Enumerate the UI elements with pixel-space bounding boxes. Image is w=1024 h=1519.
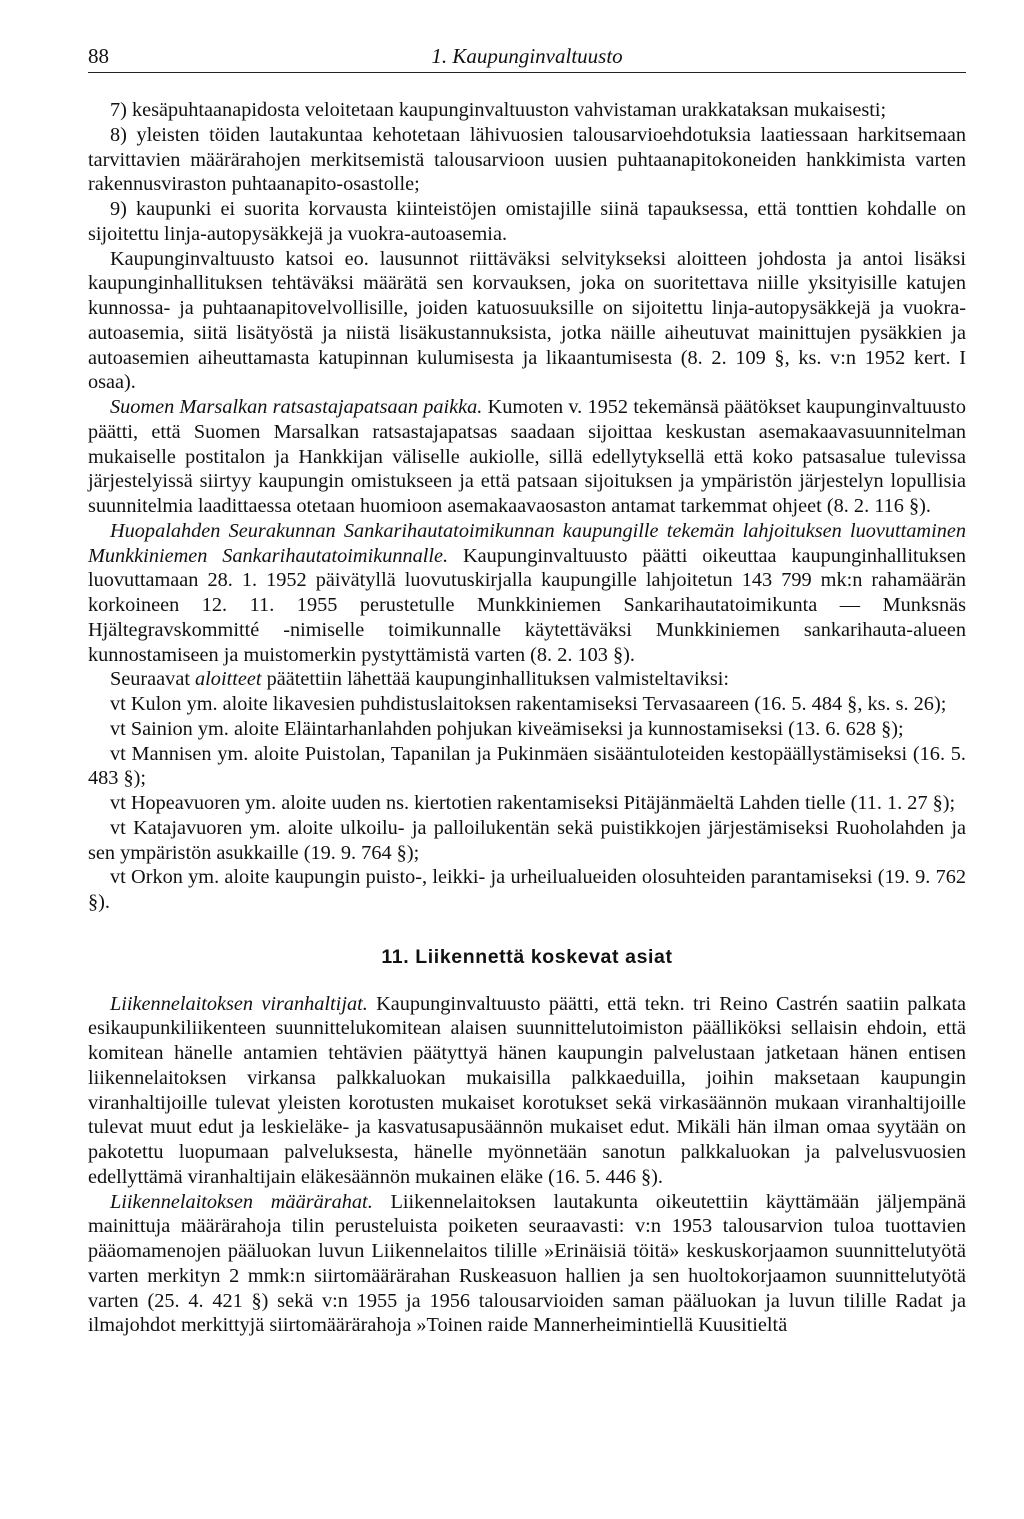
- aloite-item: vt Katajavuoren ym. aloite ulkoilu- ja palloilukentän sekä puistikkojen järjestämiseksi Ruoholahden ja sen ympäristön asukkaille (19. 9. 764 §);: [88, 816, 966, 864]
- aloite-item: vt Hopeavuoren ym. aloite uuden ns. kiertotien rakentamiseksi Pitäjänmäeltä Lahden tielle (11. 1. 27 §);: [110, 792, 956, 814]
- aloite-item: vt Kulon ym. aloite likavesien puhdistuslaitoksen rakentamiseksi Tervasaareen (16. 5. 484 §, ks. s. 26);: [110, 693, 947, 715]
- maararahat-text: Liikennelaitoksen lautakunta oikeutettiin käyttämään jäljempänä mainittuja määrärahoja tilin perusteluista poiketen seuraavasti: v:n 1953 talousarvion tuloa tuottavien pääomamenojen pääluokan luvun Liikennelaitos tilille »Erinäisiä töitä» keskuskorjaamon suunnittelutyötä varten merkityn 2 mmk:n siirtomäärärahan Ruskeasuon hallien ja sen huoltokorjaamon suunnittelutyötä varten (25. 4. 421 §) sekä v:n 1955 ja 1956 talousarvioiden saman pääluokan ja luvun tilille Radat ja ilmajohdot merkittyjä siirtomäärärahoja »Toinen raide Mannerheimintiellä Kuusitieltä: [88, 1190, 966, 1337]
- huopalahti-paragraph: [88, 519, 966, 668]
- viranhaltijat-text: Kaupunginvaltuusto päätti, että tekn. tri Reino Castrén saatiin palkata esikaupunkiliikenteen suunnittelukomitean alaisen suunnittelutoimiston päälliköksi sellaisin ehdoin, että komitean hänelle antamien tehtävien päätyttyä hänen kaupungin palvelustaan jatketaan hänen entisen liikennelaitoksen virkansa palkkaluokan mukaisilla palkkaeduilla, joihin maksetaan kaupungin viranhaltijoille tulevat yleisten korotusten mukaiset korotukset sekä virkasäännön mukaan viranhaltijoille tulevat muut edut ja leskieläke- ja kasvatusapusäännön mukaiset edut. Mikäli hän ilman omaa syytään on pakotettu luopumaan palveluksesta, hänelle myönnetään sanotun palkkaluokan ja palvelusvuosien edellyttämä viranhaltijain eläkesäännön mukainen eläke (16. 5. 446 §).: [88, 992, 966, 1188]
- marsalkka-text: Kumoten v. 1952 tekemänsä päätökset kaupunginvaltuusto päätti, että Suomen Marsalkan ratsastajapatsas saadaan sijoittaa keskustan asemakaavasuunnitelman mukaiselle postitalon ja Hankkijan väliselle aukiolle, sillä edellytyksellä että koko patsasalue tulevissa järjestelyissä siirtyy kaupungin omistukseen ja että patsaan sijoituksen ja ympäristön järjestelyn lopullisia suunnitelmia laadittaessa otetaan huomioon asemakaavaosaston antamat tarkemmat ohjeet (8. 2. 116 §).: [88, 396, 966, 517]
- section-heading: 11. Liikennettä koskevat asiat: [381, 945, 673, 968]
- viranhaltijat-paragraph: [88, 992, 966, 1190]
- item-7: 7) kesäpuhtaanapidosta veloitetaan kaupunginvaltuuston vahvistaman urakkataksan mukaisesti;: [110, 99, 887, 121]
- huopalahti-title: Huopalahden Seurakunnan Sankarihautatoimikunnan kaupungille tekemän lahjoituksen luovuttaminen Munkkiniemen Sankarihautatoimikunnalle.: [88, 519, 966, 567]
- aloite-item: vt Sainion ym. aloite Eläintarhanlahden pohjukan kiveämiseksi ja kunnostamiseksi (13. 6. 628 §);: [110, 717, 904, 740]
- running-title: 1. Kaupunginvaltuusto: [431, 44, 623, 68]
- huopalahti-text: Kaupunginvaltuusto päätti oikeuttaa kaupunginhallituksen luovuttamaan 28. 1. 1952 päivätyllä luovutuskirjalla kaupungille lahjoitetun 143 799 mk:n rahamäärän korkoineen 12. 11. 1955 perustetulle Munkkiniemen Sankarihautatoimikunta — Munksnäs Hjältegravskommitté -nimiselle toimikunnalle käytettäväksi Munkkiniemen sankarihauta-alueen kunnostamiseen ja muistomerkin pystyttämistä varten (8. 2. 103 §).: [88, 544, 967, 666]
- body-text: [88, 98, 966, 1338]
- aloitteet-intro-italic: aloitteet: [195, 668, 262, 691]
- aloite-item: vt Orkon ym. aloite kaupungin puisto-, leikki- ja urheilualueiden olosuhteiden parantamiseksi (19. 9. 762 §).: [88, 866, 966, 913]
- aloitteet-intro-after: päätettiin lähettää kaupunginhallituksen valmisteltaviksi:: [261, 668, 729, 691]
- item-9: 9) kaupunki ei suorita korvausta kiinteistöjen omistajille siinä tapauksessa, että tonttien kohdalle on sijoitettu linja-autopysäkkejä ja vuokra-autoasemia.: [88, 198, 966, 245]
- conclusion-paragraph: Kaupunginvaltuusto katsoi eo. lausunnot riittäväksi selvitykseksi aloitteen johdosta ja antoi lisäksi kaupunginhallituksen tehtäväksi määrätä sen korvauksen, joka on suoritettava niille yksityisille katujen kunnossa- ja puhtaanapitovelvollisille, joiden katuosuuksille on sijoitettu linja-autopysäkkejä ja vuokra-autoasemia, siitä lisätyöstä ja niistä lisäkustannuksista, jotka näille aiheutuvat mainittujen pysäkkien ja autoasemien aiheuttamasta katupinnan kulumisesta ja likaantumisesta (8. 2. 109 §, ks. v:n 1952 kert. I osaa).: [88, 247, 966, 394]
- aloitteet-intro: [88, 667, 966, 692]
- aloitteet-intro-before: Seuraavat: [110, 668, 196, 691]
- maararahat-title: Liikennelaitoksen määrärahat.: [110, 1190, 373, 1213]
- page-header: [88, 44, 966, 73]
- page-number: 88: [88, 44, 109, 68]
- viranhaltijat-title: Liikennelaitoksen viranhaltijat.: [110, 992, 368, 1015]
- marsalkka-paragraph: [88, 395, 966, 519]
- item-8: 8) yleisten töiden lautakuntaa kehotetaan lähivuosien talousarvioehdotuksia laatiessaan harkitsemaan tarvittavien määrärahojen merkitsemistä talousarvioon uusien puhtaanapitokoneiden hankkimista varten rakennusviraston puhtaanapito-osastolle;: [88, 123, 966, 196]
- marsalkka-title: Suomen Marsalkan ratsastajapatsaan paikka.: [110, 396, 483, 418]
- aloite-item: vt Mannisen ym. aloite Puistolan, Tapanilan ja Pukinmäen sisääntuloteiden kestopäällystämiseksi (16. 5. 483 §);: [88, 742, 966, 790]
- maararahat-paragraph: [88, 1190, 966, 1339]
